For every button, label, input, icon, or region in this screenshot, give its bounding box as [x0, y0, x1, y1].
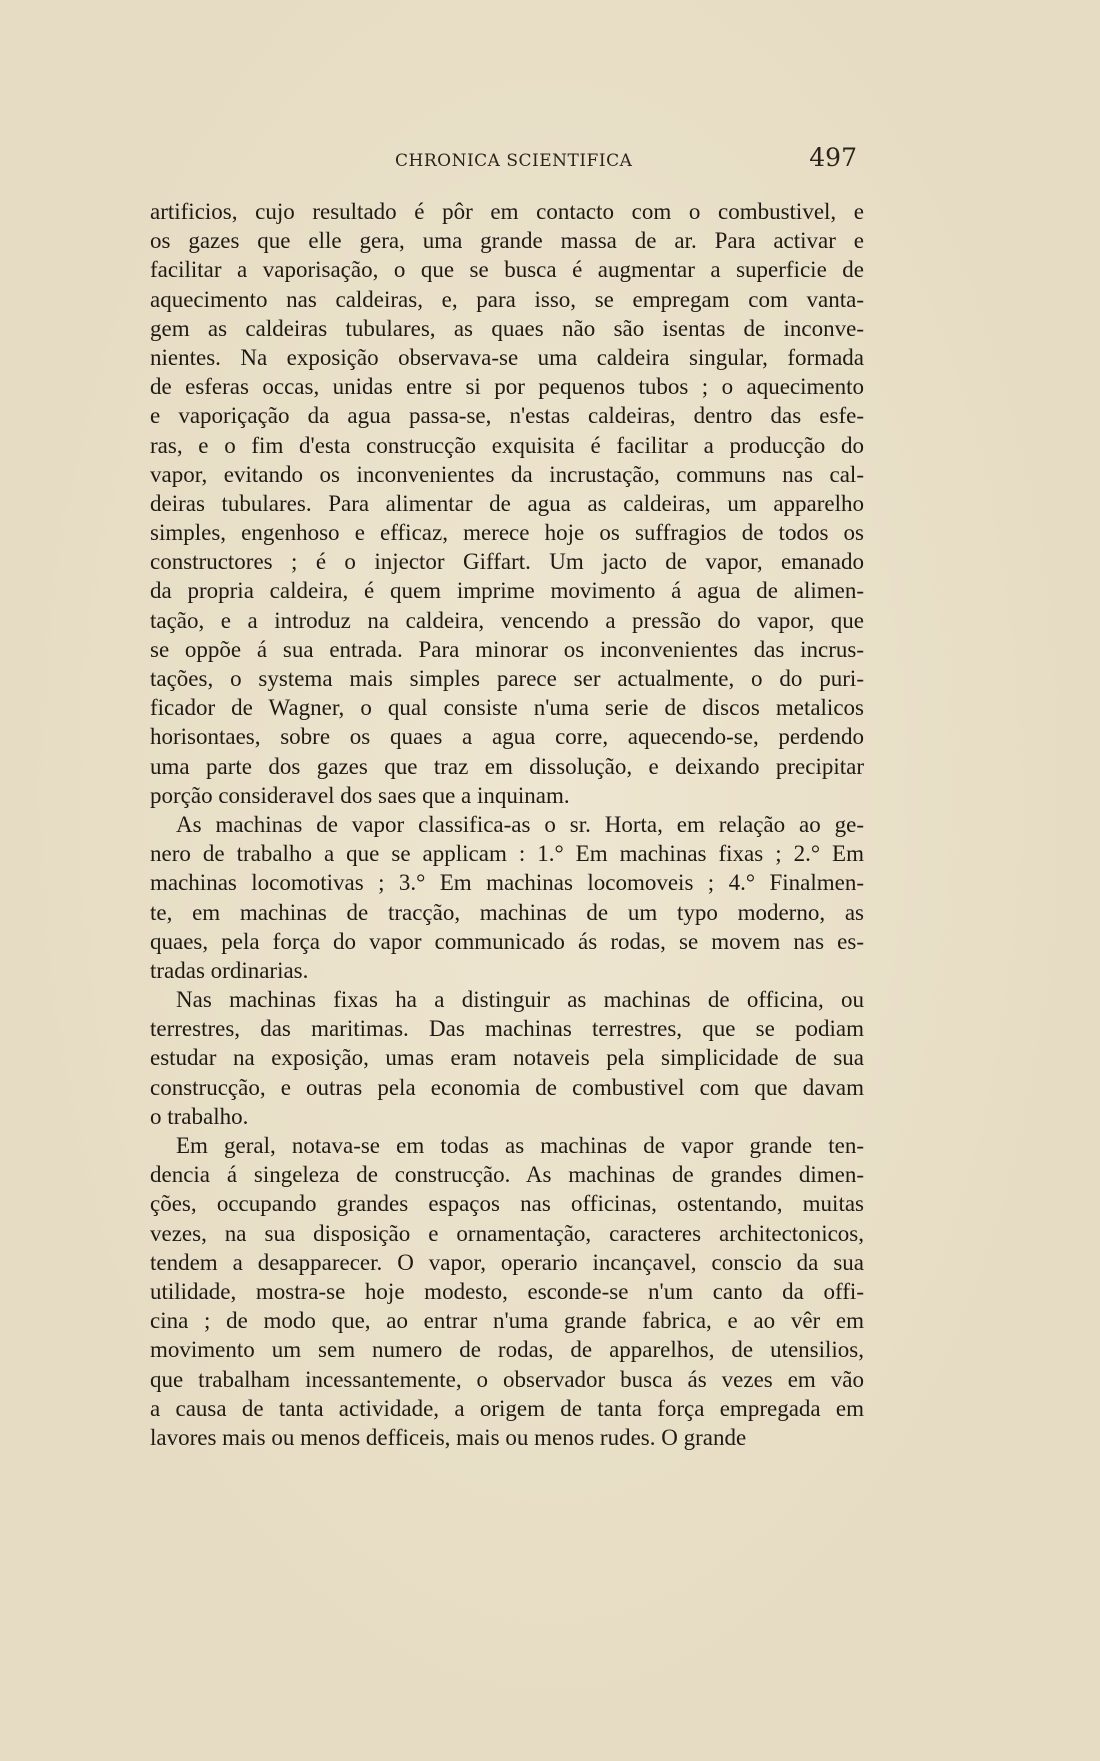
text-line: machinas locomotivas ; 3.° Em machinas locomoveis ; 4.° Finalmen-	[150, 870, 864, 896]
text-line: tação, e a introduz na caldeira, vencendo a pressão do vapor, que	[150, 607, 864, 633]
text-line: movimento um sem numero de rodas, de apparelhos, de utensilios,	[150, 1337, 864, 1363]
text-line: nientes. Na exposição observava-se uma caldeira singular, formada	[150, 344, 864, 370]
text-line: que trabalham incessantemente, o observador busca ás vezes em vão	[150, 1366, 864, 1392]
text-line: utilidade, mostra-se hoje modesto, esconde-se n'um canto da offi-	[150, 1278, 864, 1304]
text-line: estudar na exposição, umas eram notaveis pela simplicidade de sua	[150, 1045, 864, 1071]
text-line: tendem a desapparecer. O vapor, operario incançavel, conscio da sua	[150, 1249, 864, 1275]
text-line: cina ; de modo que, ao entrar n'uma grande fabrica, e ao vêr em	[150, 1308, 864, 1334]
paragraph	[150, 810, 864, 985]
paragraph	[150, 985, 864, 1131]
text-line: constructores ; é o injector Giffart. Um jacto de vapor, emanado	[150, 549, 864, 575]
text-line: simples, engenhoso e efficaz, merece hoje os suffragios de todos os	[150, 520, 864, 546]
text-line: vezes, na sua disposição e ornamentação, caracteres architectonicos,	[150, 1220, 864, 1246]
text-line: deiras tubulares. Para alimentar de agua as caldeiras, um apparelho	[150, 490, 864, 516]
text-line: da propria caldeira, é quem imprime movimento á agua de alimen-	[150, 578, 864, 604]
text-line: Em geral, notava-se em todas as machinas de vapor grande ten-	[176, 1133, 864, 1158]
text-line: se oppõe á sua entrada. Para minorar os inconvenientes das incrus-	[150, 636, 864, 662]
text-line: uma parte dos gazes que traz em dissolução, e deixando precipitar	[150, 753, 864, 779]
text-line: vapor, evitando os inconvenientes da incrustação, communs nas cal-	[150, 461, 864, 487]
text-line: os gazes que elle gera, uma grande massa de ar. Para activar e	[150, 228, 864, 254]
page-header	[150, 143, 862, 173]
text-line: As machinas de vapor classifica-as o sr. Horta, em relação ao ge-	[176, 811, 864, 837]
text-line: nero de trabalho a que se applicam : 1.° Em machinas fixas ; 2.° Em	[150, 841, 864, 867]
text-line: lavores mais ou menos defficeis, mais ou menos rudes. O grande	[150, 1424, 747, 1450]
text-line: tradas ordinarias.	[150, 957, 309, 983]
text-line: dencia á singeleza de construcção. As machinas de grandes dimen-	[150, 1162, 864, 1188]
text-line: artificios, cujo resultado é pôr em contacto com o combustivel, e	[150, 199, 864, 224]
text-line: ções, occupando grandes espaços nas officinas, ostentando, muitas	[150, 1191, 864, 1217]
running-title: CHRONICA SCIENTIFICA	[395, 151, 633, 171]
paragraph	[150, 197, 864, 810]
text-line: gem as caldeiras tubulares, as quaes não são isentas de inconve-	[150, 315, 864, 341]
text-line: te, em machinas de tracção, machinas de um typo moderno, as	[150, 899, 864, 925]
text-line: a causa de tanta actividade, a origem de tanta força empregada em	[150, 1395, 864, 1421]
text-line: porção consideravel dos saes que a inquinam.	[150, 782, 570, 808]
text-line: de esferas occas, unidas entre si por pequenos tubos ; o aquecimento	[150, 374, 864, 400]
text-line: quaes, pela força do vapor communicado ás rodas, se movem nas es-	[150, 928, 864, 954]
text-line: Nas machinas fixas ha a distinguir as machinas de officina, ou	[176, 987, 864, 1013]
text-line: terrestres, das maritimas. Das machinas terrestres, que se podiam	[150, 1016, 864, 1042]
text-line: tações, o systema mais simples parece ser actualmente, o do puri-	[150, 666, 864, 691]
text-line: e vaporiçação da agua passa-se, n'estas caldeiras, dentro das esfe-	[150, 403, 864, 429]
paragraph	[150, 1131, 864, 1452]
body-text	[150, 197, 864, 1452]
page-number: 497	[809, 143, 857, 172]
text-line: construcção, e outras pela economia de combustivel com que davam	[150, 1074, 864, 1100]
text-line: o trabalho.	[150, 1103, 249, 1129]
text-line: facilitar a vaporisação, o que se busca é augmentar a superficie de	[150, 257, 864, 283]
text-line: ficador de Wagner, o qual consiste n'uma serie de discos metalicos	[150, 695, 864, 721]
text-line: aquecimento nas caldeiras, e, para isso, se empregam com vanta-	[150, 286, 864, 312]
text-line: horisontaes, sobre os quaes a agua corre, aquecendo-se, perdendo	[150, 724, 864, 750]
text-line: ras, e o fim d'esta construcção exquisita é facilitar a producção do	[150, 432, 864, 458]
